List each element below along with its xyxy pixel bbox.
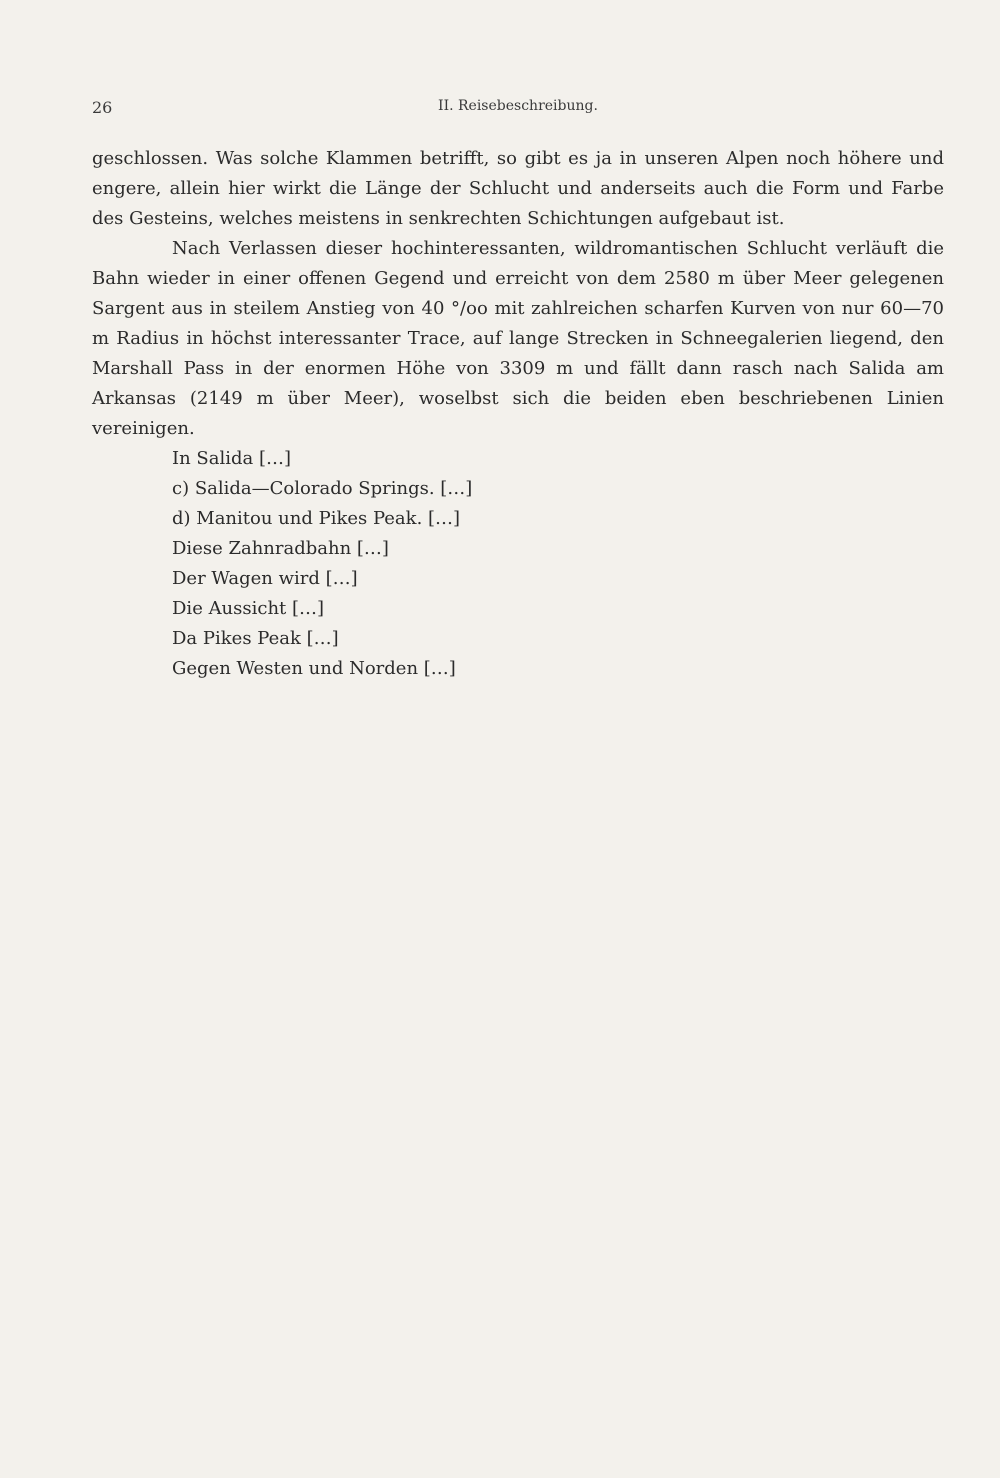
paragraph: Nach Verlassen dieser hochinteressanten, wildromantischen Schlucht verläuft die Bahn wieder in einer offenen Gegend und erreicht von dem 2580 m über Meer gelegenen Sargent aus in steilem Anstieg von 40 °/oo mit zahlreichen scharfen Kurven von nur 60—70 m Radius in höchst interessanter Trace, auf lange Strecken in Schneegalerien liegend, den Marshall Pass in der enormen Höhe von 3309 m und fällt dann rasch nach Salida am Arkansas (2149 m über Meer), woselbst sich die beiden eben beschriebenen Linien vereinigen.	[92, 238, 944, 439]
paragraph: Da Pikes Peak […]	[172, 628, 339, 649]
page-header	[92, 98, 944, 134]
page-number: 26	[92, 98, 113, 117]
paragraph: In Salida […]	[172, 448, 292, 469]
paragraph: Diese Zahnradbahn […]	[172, 538, 389, 559]
paragraph: c) Salida—Colorado Springs. […]	[172, 478, 473, 499]
paragraph: Gegen Westen und Norden […]	[172, 658, 456, 679]
paragraph: Die Aussicht […]	[172, 598, 325, 619]
body-text	[92, 144, 944, 684]
paragraph: Der Wagen wird […]	[172, 568, 358, 589]
running-head: II. Reisebeschreibung.	[438, 98, 598, 114]
paragraph: d) Manitou und Pikes Peak. […]	[172, 508, 461, 529]
paragraph: geschlossen. Was solche Klammen betrifft, so gibt es ja in unseren Alpen noch höhere und engere, allein hier wirkt die Länge der Schlucht und anderseits auch die Form und Farbe des Gesteins, welches meistens in senkrechten Schichtungen aufgebaut ist.	[92, 148, 944, 229]
